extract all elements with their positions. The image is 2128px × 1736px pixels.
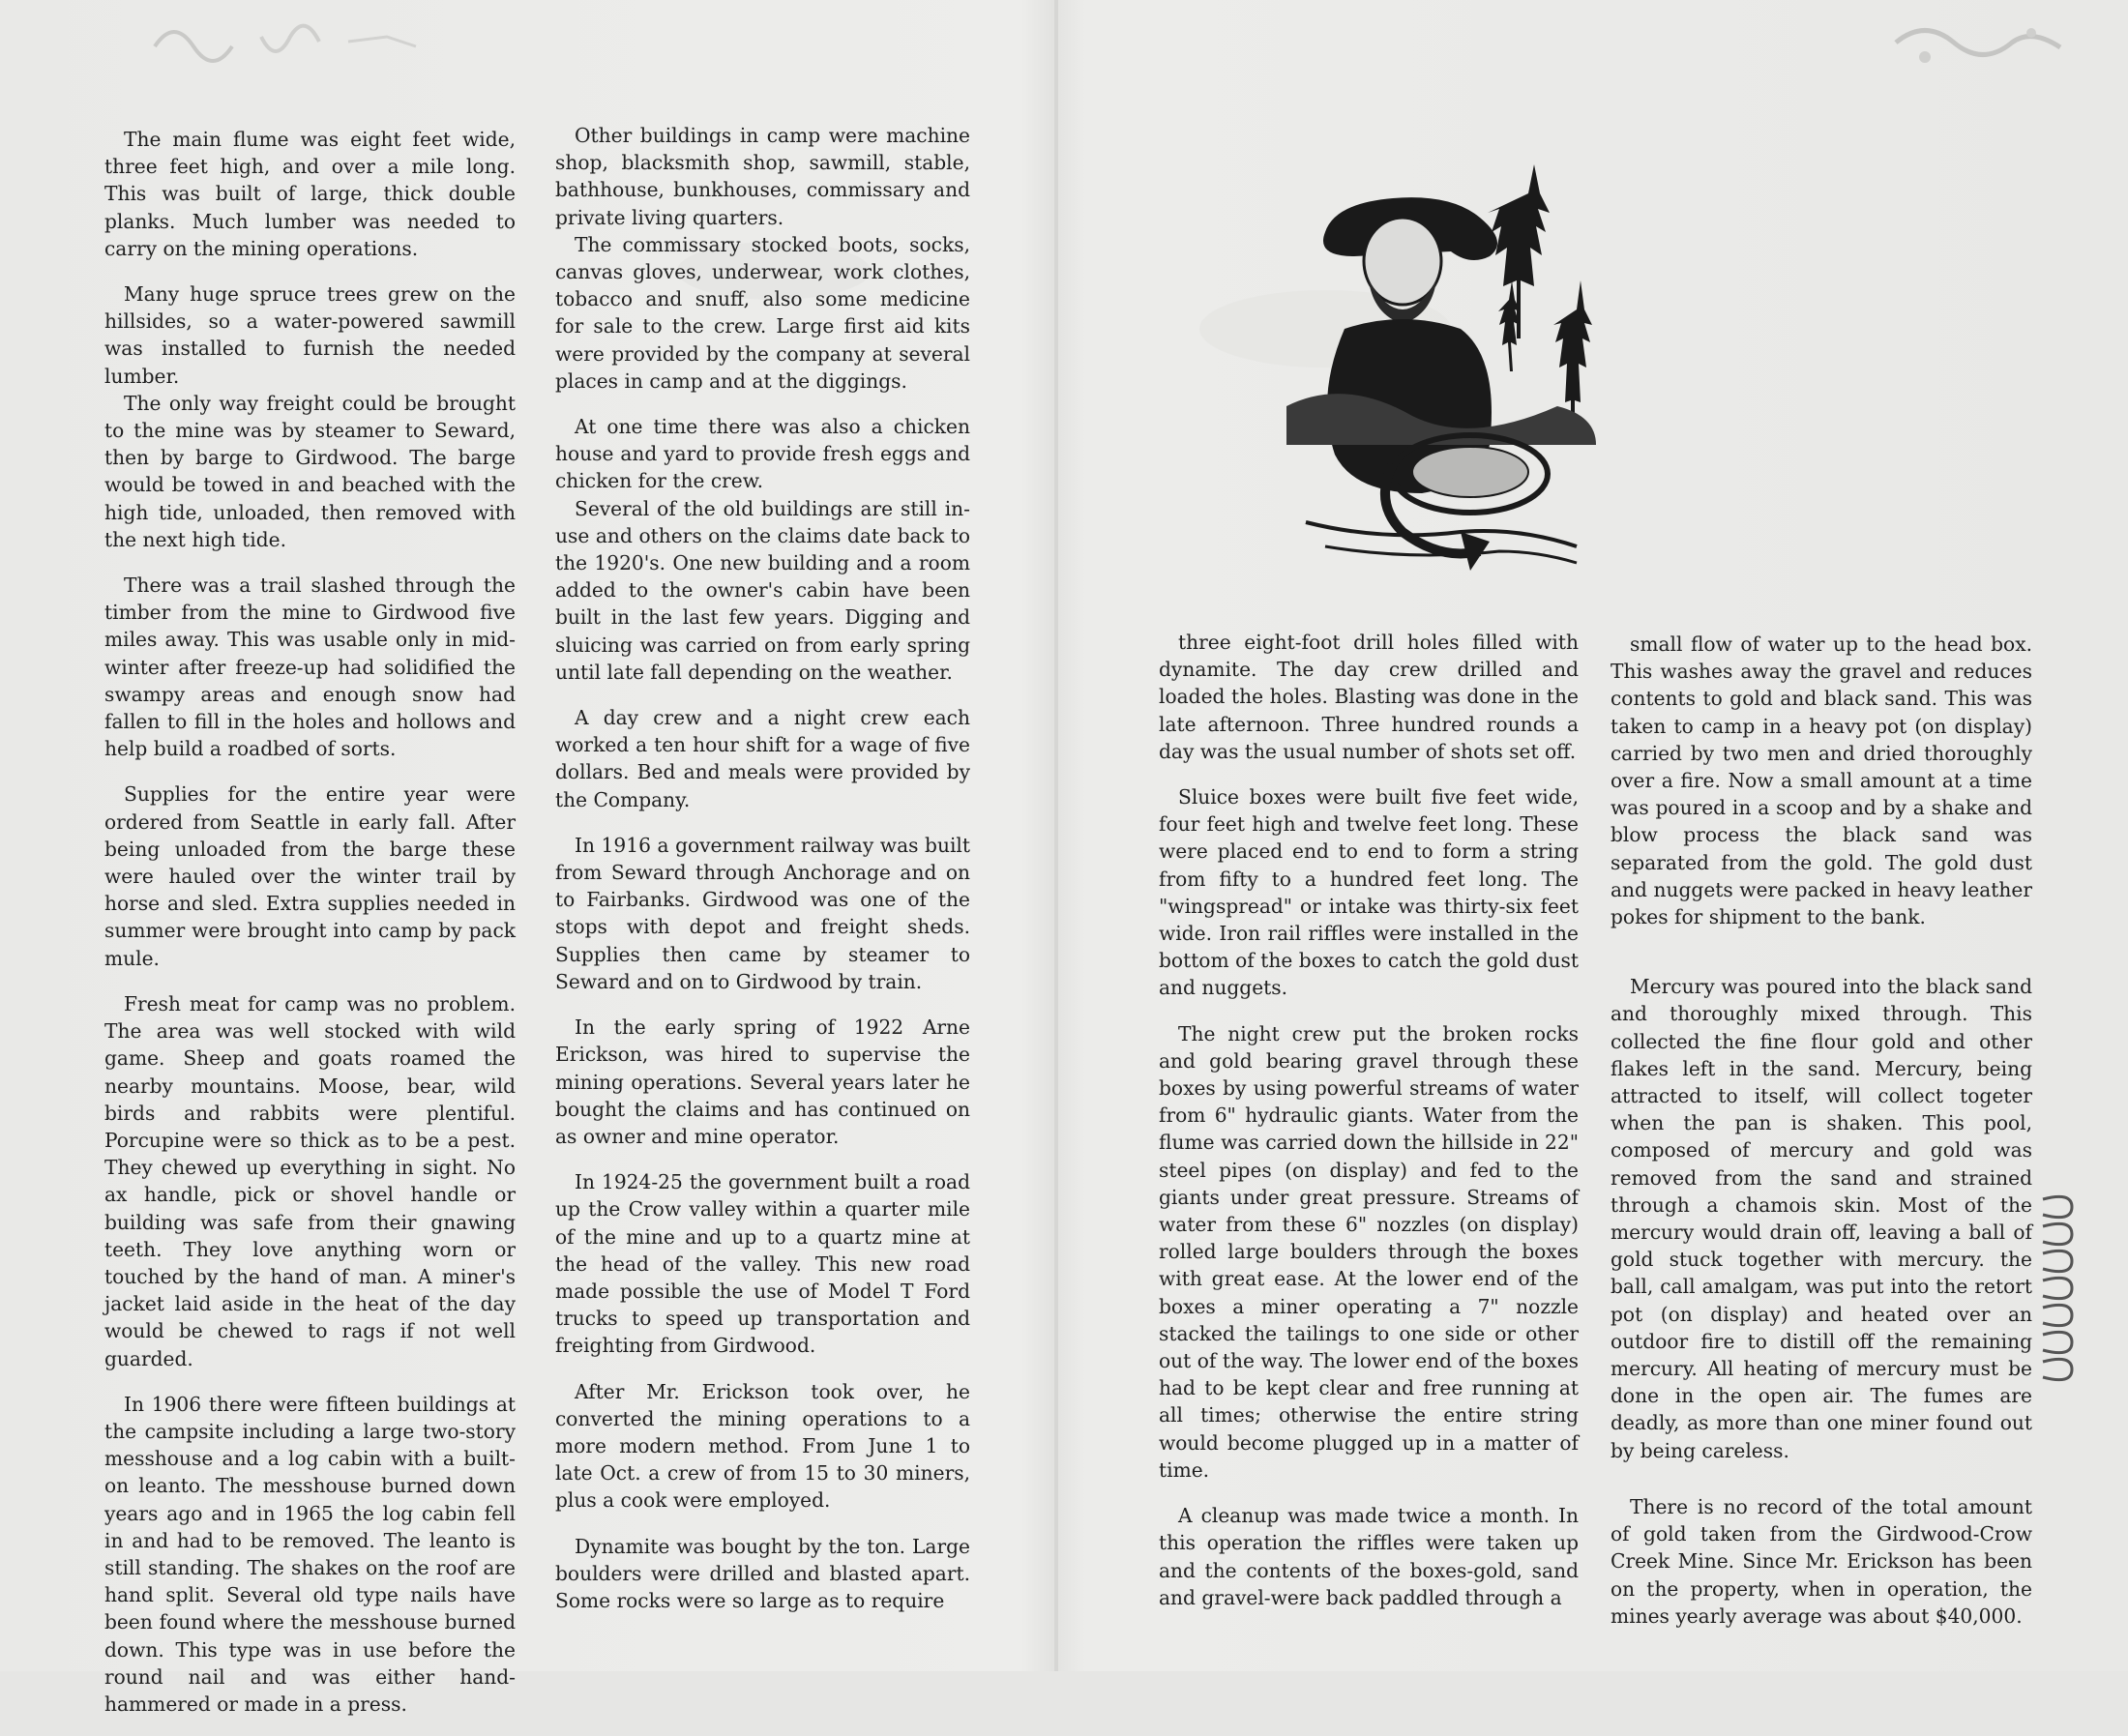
paragraph: The commissary stocked boots, socks, canvas gloves, underwear, work clothes, tobacco and snuff, also some medicine for sale to the crew. Large first aid kits were provided by the company at several places in camp and at the diggings. — [555, 232, 970, 393]
binder-ring-marks — [2039, 1190, 2082, 1383]
column-1 — [104, 126, 516, 1736]
paragraph: Fresh meat for camp was no problem. The area was well stocked with wild game. Sheep and goats roamed the nearby mountains. Moose, bear, wild birds and rabbits were plentiful. Porcupine were so thick as to be a pest. They chewed up everything in sight. No ax handle, pick or shovel handle or building was safe from their gnawing teeth. They love anything worn or touched by the hand of man. A miner's jacket laid aside in the heat of the day would be chewed to rags if not well guarded. — [104, 991, 516, 1370]
paragraph: Other buildings in camp were machine shop, blacksmith shop, sawmill, stable, bathhouse, bunkhouses, commissary and private living quarters. — [555, 124, 970, 229]
paragraph: The main flume was eight feet wide, three feet high, and over a mile long. This was built of large, thick double planks. Much lumber was needed to carry on the mining operations. — [104, 128, 516, 260]
paragraph: In 1906 there were fifteen buildings at the campsite including a large two-story messhouse and a log cabin with a built-on leanto. The messhouse burned down years ago and in 1965 the log cabin fell in and had to be removed. The leanto is still standing. The shakes on the roof are hand split. Several old type nails have been found where the messhouse burned down. This type was in use before the round nail and was either hand-hammered or made in a press. — [104, 1392, 516, 1716]
paragraph: Mercury was poured into the black sand and thoroughly mixed through. This collected the fine flour gold and other flakes left in the sand. Mercury, being attracted to itself, will collect togeter when the pan is shaken. This pool, composed of mercury and gold was removed from the sand and strained through a chamois skin. Most of the mercury would drain off, leaving a ball of gold stuck together with mercury. the ball, call amalgam, was put into the retort pot (on display) and heated over an outdoor fire to distill off the remaining mercury. All heating of mercury must be done in the open air. The fumes are deadly, as more than one miner found out by being careless. — [1611, 975, 2032, 1462]
paragraph: three eight-foot drill holes filled with dynamite. The day crew drilled and loaded the holes. Blasting was done in the late afternoon. Three hundred rounds a day was the usual number of shots set off. — [1159, 631, 1579, 763]
paragraph: In 1924-25 the government built a road up the Crow valley within a quarter mile of the mine and up to a quartz mine at the head of the valley. This new road made possible the use of Model T Ford trucks to speed up transportation and freighting from Girdwood. — [555, 1170, 970, 1358]
paragraph: There is no record of the total amount of gold taken from the Girdwood-Crow Creek Mine. Since Mr. Erickson has been on the property, when in operation, the mines yearly average was about $40,000. — [1611, 1494, 2032, 1628]
corner-stamp-mark — [1886, 14, 2070, 81]
paragraph: In 1916 a government railway was built from Seward through Anchorage and on to Fairbanks. Girdwood was one of the stops with depot and freight sheds. Supplies then came by steamer to Seward and on to Girdwood by train. — [555, 833, 970, 993]
paragraph: There was a trail slashed through the timber from the mine to Girdwood five miles away. This was usable only in mid-winter after freeze-up had solidified the swampy areas and enough snow had fallen to fill in the holes and hollows and help build a roadbed of sorts. — [104, 574, 516, 761]
column-2 — [555, 122, 970, 1633]
paragraph: Many huge spruce trees grew on the hillsides, so a water-powered sawmill was installed to furnish the needed lumber. — [104, 282, 516, 388]
paragraph: Supplies for the entire year were ordered from Seattle in early fall. After being unloaded from the barge these were hauled over the winter trail by horse and sled. Extra supplies needed in summer were brought into camp by pack mule. — [104, 782, 516, 970]
paragraph: A day crew and a night crew each worked a ten hour shift for a wage of five dollars. Bed and meals were provided by the Company. — [555, 706, 970, 811]
paragraph: After Mr. Erickson took over, he converted the mining operations to a more modern method. From June 1 to late Oct. a crew of from 15 to 30 miners, plus a cook were employed. — [555, 1379, 970, 1513]
paragraph: The only way freight could be brought to the mine was by steamer to Seward, then by barge to Girdwood. The barge would be towed in and beached with the high tide, unloaded, then removed with the next high tide. — [104, 391, 516, 551]
corner-handwriting-mark — [145, 8, 455, 75]
paragraph: In the early spring of 1922 Arne Erickson, was hired to supervise the mining operations. Several years later he bought the claims and has continued on as owner and mine operator. — [555, 1015, 970, 1148]
paragraph: The night crew put the broken rocks and gold bearing gravel through these boxes by using powerful streams of water from 6" hydraulic giants. Water from the flume was carried down the hillside in 22" steel pipes (on display) and fed to the giants under great pressure. Streams of water from these 6" nozzles (on display) rolled large boulders through the boxes with great ease. At the lower end of the boxes a miner operating a 7" nozzle stacked the tailings to one side or other out of the way. The lower end of the boxes had to be kept clear and free running at all times; otherwise the entire string would become plugged up in a matter of time. — [1159, 1021, 1579, 1482]
paragraph: Sluice boxes were built five feet wide, four feet high and twelve feet long. These were placed end to end to form a string from fifty to a hundred feet long. The "wingspread" or intake was thirty-six feet wide. Iron rail riffles were installed in the bottom of the boxes to catch the gold dust and nuggets. — [1159, 785, 1579, 1000]
paragraph: small flow of water up to the head box. This washes away the gravel and reduces contents to gold and black sand. This was taken to camp in a heavy pot (on display) carried by two men and dried thoroughly over a fire. Now a small amount at a time was poured in a scoop and by a shake and blow process the black sand was separated from the gold. The gold dust and nuggets were packed in heavy leather pokes for shipment to the bank. — [1611, 633, 2032, 929]
paragraph: Several of the old buildings are still in-use and others on the claims date back to the 1920's. One new building and a room added to the owner's cabin have been built in the last few years. Digging and sluicing was carried on from early spring until late fall depending on the weather. — [555, 496, 970, 684]
center-fold — [1054, 0, 1058, 1671]
paragraph: Dynamite was bought by the ton. Large boulders were drilled and blasted apart. Some rocks were so large as to require — [555, 1534, 970, 1612]
column-3 — [1159, 629, 1579, 1630]
gold-panning-miner-illustration — [1286, 116, 1596, 590]
paragraph: A cleanup was made twice a month. In this operation the riffles were taken up and the contents of the boxes-gold, sand and gravel-were back paddled through a — [1159, 1504, 1579, 1609]
column-4 — [1611, 631, 2032, 1648]
paragraph: At one time there was also a chicken house and yard to provide fresh eggs and chicken for the crew. — [555, 415, 970, 493]
